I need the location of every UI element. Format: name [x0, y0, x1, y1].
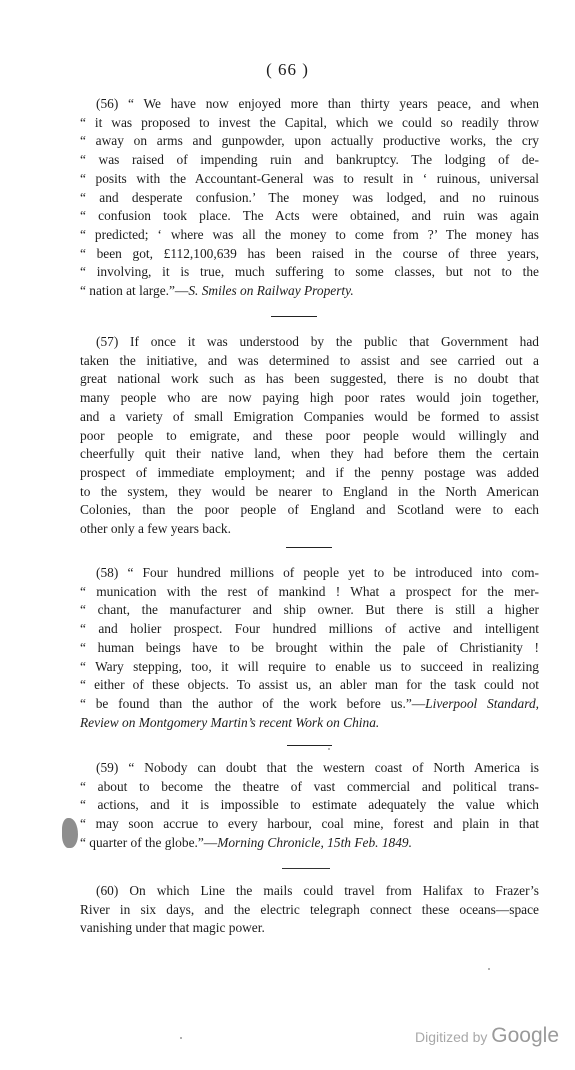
- watermark-prefix: Digitized by: [415, 1029, 488, 1045]
- text-line: Colonies, than the poor people of England and Scotland were to each: [80, 502, 539, 518]
- text-line: “ Wary stepping, too, it will require to enable us to succeed in realizing: [80, 658, 539, 674]
- text-line: “ munication with the rest of mankind ! What a prospect for the mer-: [80, 583, 539, 599]
- text-line: (57) If once it was understood by the public that Government had: [96, 334, 539, 349]
- text-line: prospect of immediate employment; and if the penny postage was added: [80, 464, 539, 480]
- text-line: poor people to emigrate, and these poor people would willingly and: [80, 427, 539, 443]
- text-line: “ predicted; ‘ where was all the money to come from ?’ The money has: [80, 226, 539, 242]
- text-line: cheerfully quit their native land, when they had before them the certain: [80, 446, 539, 462]
- section-divider: [287, 745, 332, 746]
- text-line: “ away on arms and gunpowder, upon actually productive works, the cry: [80, 133, 539, 149]
- text-line: “ and desperate confusion.’ The money was lodged, and no ruinous: [80, 189, 539, 205]
- section-divider: [271, 316, 317, 317]
- scan-speck: [328, 748, 330, 750]
- text-line: “ involving, it is true, much suffering to some classes, but not to the: [80, 264, 539, 280]
- text-line: and a variety of small Emigration Companies would be formed to assist: [80, 408, 539, 424]
- google-logo: Google: [491, 1024, 559, 1047]
- text-line: “ and holier prospect. Four hundred millions of active and intelligent: [80, 621, 539, 637]
- citation: S. Smiles on Railway Property.: [188, 283, 354, 299]
- scan-speck: [180, 1037, 182, 1039]
- text-line: “ it was proposed to invest the Capital, which we could so readily throw: [80, 114, 539, 130]
- text-line: “ human beings have to be brought within the pale of Christianity !: [80, 639, 539, 655]
- page-number: ( 66 ): [266, 60, 309, 79]
- text-line: “ chant, the manufacturer and ship owner. But there is still a higher: [80, 602, 539, 618]
- citation: Review on Montgomery Martin’s recent Work on China.: [80, 714, 380, 730]
- text-line: “ was raised of impending ruin and bankruptcy. The lodging of de-: [80, 152, 539, 168]
- text-line: (59) “ Nobody can doubt that the western coast of North America is: [96, 760, 539, 775]
- text-line: [80, 834, 539, 853]
- section-divider: [286, 547, 332, 548]
- text-line: other only a few years back.: [80, 521, 231, 537]
- text-line: vanishing under that magic power.: [80, 920, 265, 936]
- citation: Liverpool Standard,: [425, 695, 539, 711]
- text-fragment: “ be found than the author of the work before us.”—: [80, 695, 426, 711]
- citation: Morning Chronicle, 15th Feb. 1849.: [217, 834, 412, 850]
- text-fragment: “ nation at large.”—: [80, 283, 189, 299]
- text-line: [80, 282, 539, 301]
- text-line: “ actions, and it is impossible to estimate adequately the value which: [80, 797, 539, 813]
- paragraph-60: [80, 882, 539, 938]
- text-line: great national work such as has been suggested, there is no doubt that: [80, 371, 539, 387]
- scan-speck: [488, 968, 490, 970]
- text-line: many people who are now paying high poor rates would join together,: [80, 390, 539, 406]
- text-line: “ been got, £112,100,639 has been raised in the course of three years,: [80, 245, 539, 261]
- text-line: to the system, they would be nearer to England in the North American: [80, 483, 539, 499]
- paragraph-59: [80, 759, 539, 853]
- ink-blot: [62, 818, 78, 848]
- text-line: “ either of these objects. To assist us, an abler man for the task could not: [80, 677, 539, 693]
- text-line: (58) “ Four hundred millions of people yet to be introduced into com-: [96, 565, 539, 580]
- paragraph-57: [80, 333, 539, 539]
- text-line: taken the initiative, and was determined to assist and see carried out a: [80, 352, 539, 368]
- text-line: (56) “ We have now enjoyed more than thirty years peace, and when: [96, 96, 539, 111]
- section-divider: [282, 868, 330, 869]
- text-line: “ posits with the Accountant-General was to result in ‘ ruinous, universal: [80, 170, 539, 186]
- paragraph-58: [80, 564, 539, 732]
- text-line: River in six days, and the electric telegraph connect these oceans—space: [80, 901, 539, 917]
- text-line: (60) On which Line the mails could travel from Halifax to Frazer’s: [96, 883, 539, 898]
- text-line: “ may soon accrue to every harbour, coal mine, forest and plain in that: [80, 816, 539, 832]
- text-fragment: “ quarter of the globe.”—: [80, 834, 218, 850]
- digitized-watermark: [415, 1024, 559, 1048]
- text-line: “ confusion took place. The Acts were obtained, and ruin was again: [80, 208, 539, 224]
- text-line: “ about to become the theatre of vast commercial and political trans-: [80, 778, 539, 794]
- paragraph-56: [80, 95, 539, 301]
- text-line: [80, 695, 539, 714]
